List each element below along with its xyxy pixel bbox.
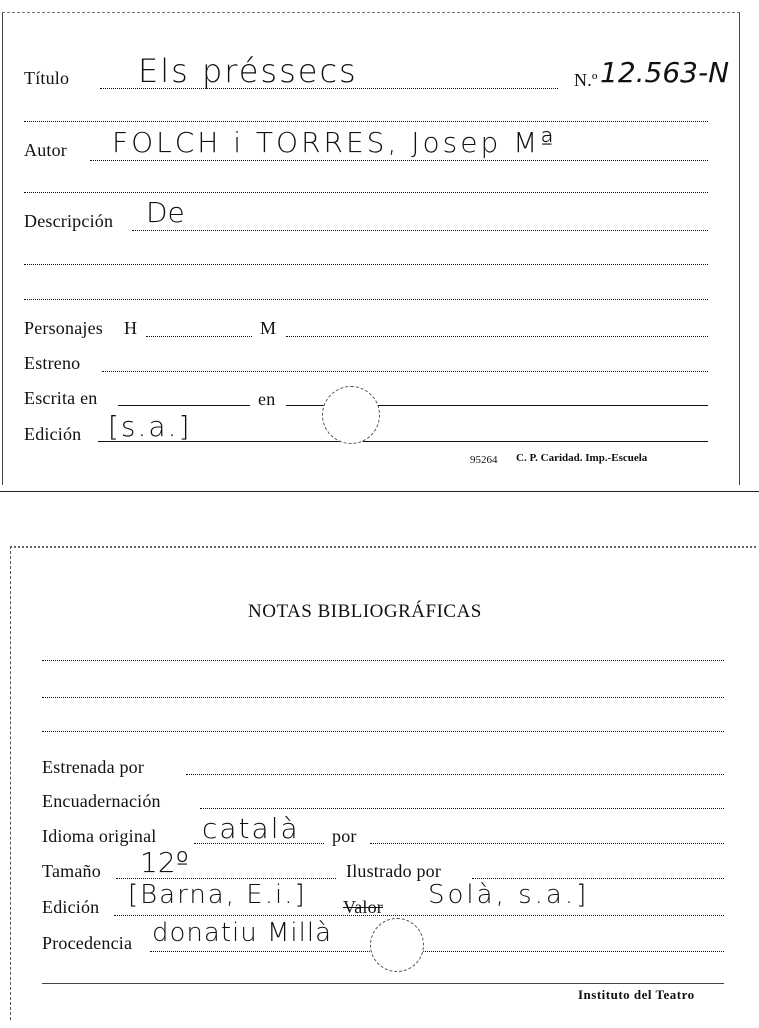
idioma-label: Idioma original xyxy=(42,826,157,846)
titulo-label: Título xyxy=(24,68,70,88)
descripcion-line-2 xyxy=(24,264,708,265)
m-line xyxy=(286,336,708,337)
edicion2-value: [Barna, E.i.] xyxy=(128,880,307,910)
printer-text: C. P. Caridad. Imp.-Escuela xyxy=(516,452,648,464)
ilustrado-line xyxy=(472,878,724,879)
por-label: por xyxy=(332,826,357,846)
printer-number: 95264 xyxy=(470,454,498,466)
numero-label: N.º xyxy=(574,70,598,90)
escrita-label: Escrita en xyxy=(24,388,98,408)
notas-line-2 xyxy=(42,697,724,698)
autor-value: FOLCH i TORRES, Josep Mª xyxy=(112,126,557,159)
notas-line-3 xyxy=(42,731,724,732)
estrenada-line xyxy=(186,774,724,775)
procedencia-line xyxy=(150,951,724,952)
card-separator xyxy=(0,491,759,492)
encuadernacion-line xyxy=(200,808,724,809)
descripcion-line xyxy=(132,230,708,231)
procedencia-value: donatiu Millà xyxy=(152,918,333,948)
ilustrado-label: Ilustrado por xyxy=(346,861,442,881)
edicion-value: [s.a.] xyxy=(108,410,192,443)
punch-mark-back xyxy=(370,918,424,972)
estreno-line xyxy=(102,371,708,372)
encuadernacion-label: Encuadernación xyxy=(42,791,161,811)
punch-mark-front xyxy=(322,386,380,444)
notas-heading: NOTAS BIBLIOGRÁFICAS xyxy=(248,601,482,622)
autor-line-2 xyxy=(24,192,708,193)
procedencia-label: Procedencia xyxy=(42,933,133,953)
descripcion-value: De xyxy=(146,196,185,229)
descripcion-label: Descripción xyxy=(24,211,114,231)
personajes-label: Personajes xyxy=(24,318,103,338)
valor-value: Solà, s.a.] xyxy=(428,880,590,910)
h-line xyxy=(146,336,252,337)
h-label: H xyxy=(124,318,138,338)
tamano-value: 12º xyxy=(140,846,189,879)
edicion2-line xyxy=(114,915,724,916)
edicion2-label: Edición xyxy=(42,897,100,917)
titulo-line-2 xyxy=(24,121,708,122)
autor-line xyxy=(90,160,708,161)
tamano-label: Tamaño xyxy=(42,861,101,881)
por-line xyxy=(370,843,724,844)
autor-label: Autor xyxy=(24,140,67,160)
footer-rule xyxy=(42,983,724,984)
titulo-value: Els préssecs xyxy=(138,52,358,90)
estrenada-label: Estrenada por xyxy=(42,757,145,777)
footer-text: Instituto del Teatro xyxy=(578,987,695,1002)
m-label: M xyxy=(260,318,277,338)
valor-label: Valor xyxy=(343,897,383,917)
edicion-label: Edición xyxy=(24,424,82,444)
notas-line-1 xyxy=(42,660,724,661)
descripcion-line-3 xyxy=(24,299,708,300)
numero-value: 12.563-N xyxy=(600,56,730,89)
idioma-value: català xyxy=(202,812,300,845)
estreno-label: Estreno xyxy=(24,353,81,373)
escrita-line xyxy=(118,405,250,406)
en-label: en xyxy=(258,389,276,409)
